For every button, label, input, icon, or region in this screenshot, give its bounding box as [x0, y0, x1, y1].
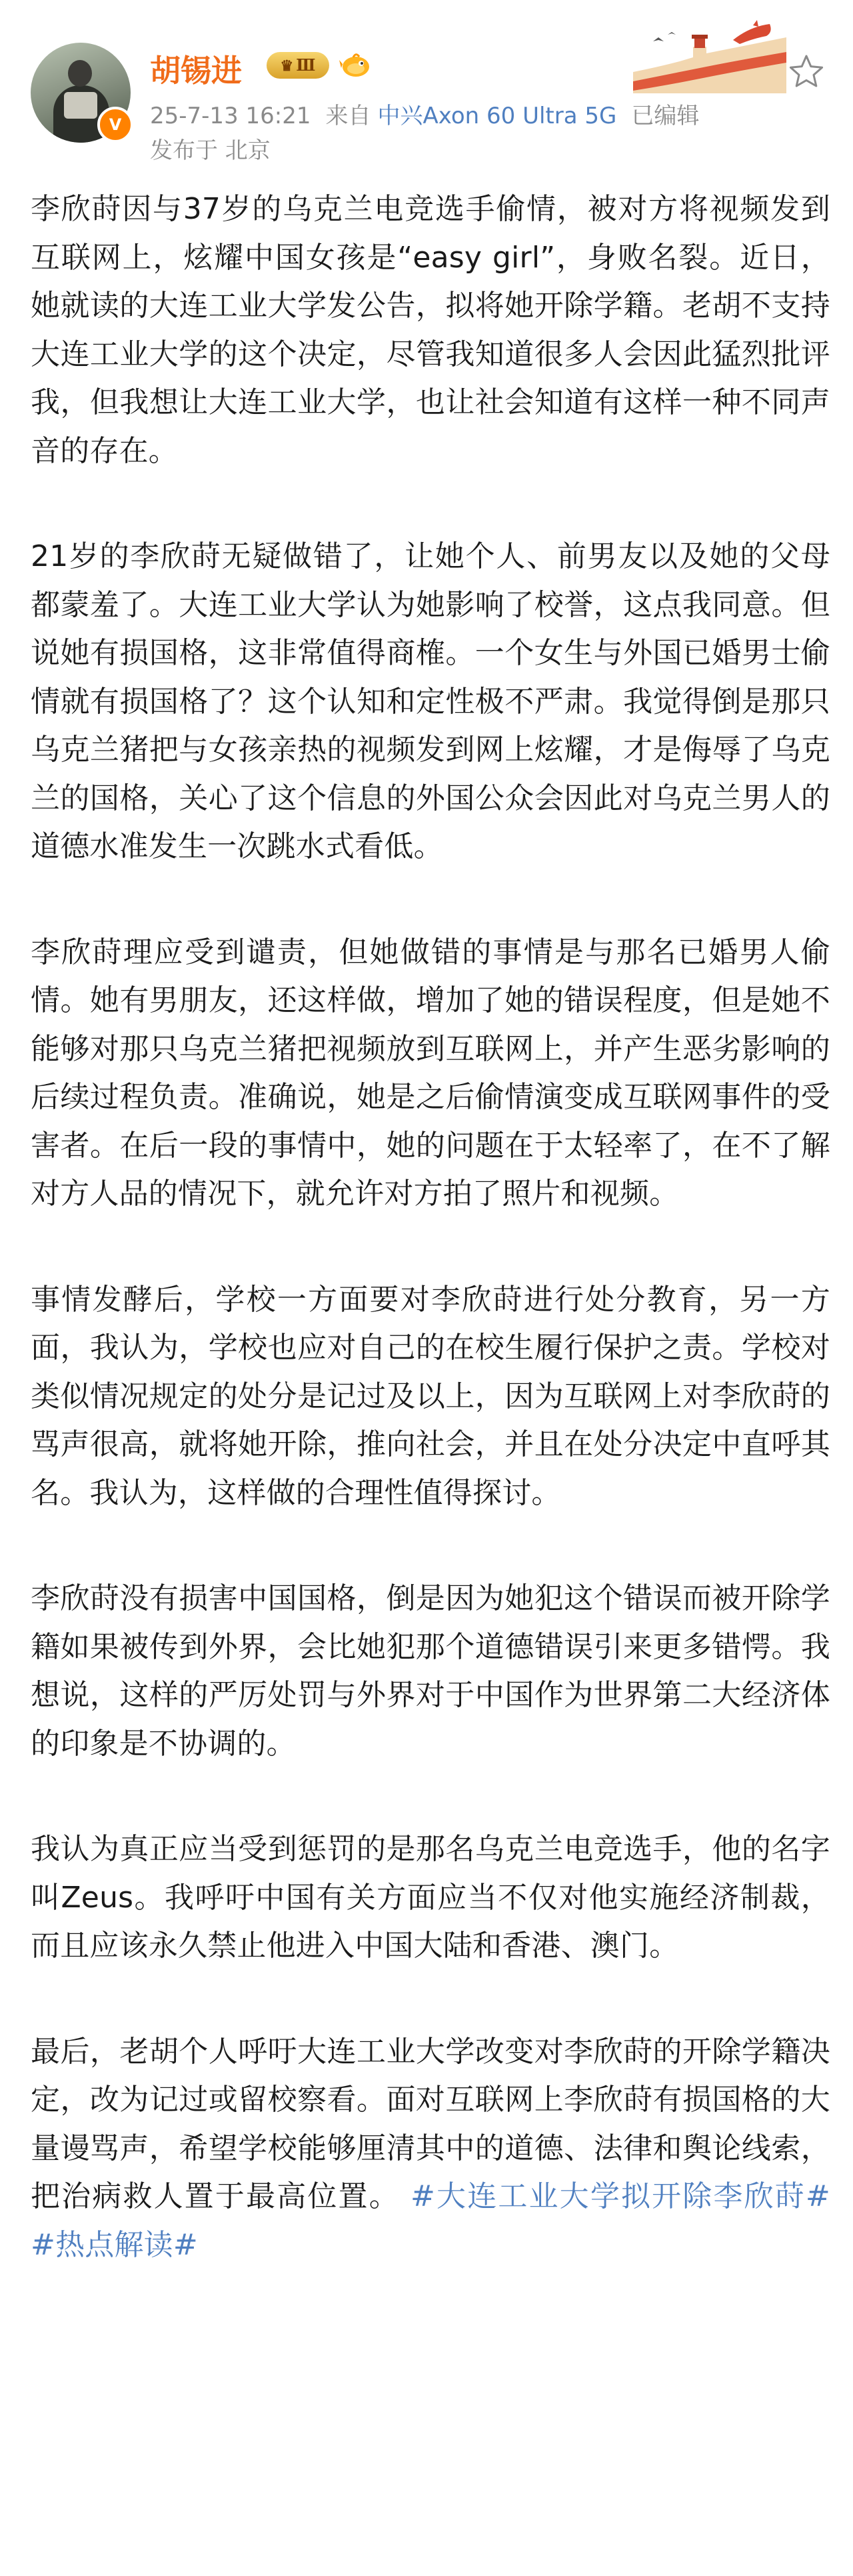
- avatar-figure-head: [68, 60, 92, 87]
- level-badge[interactable]: [267, 52, 329, 79]
- post-location: 发布于 北京: [150, 137, 271, 164]
- post-paragraph: 21岁的李欣莳无疑做错了，让她个人、前男友以及她的父母都蒙羞了。大连工业大学认为她影响了校誉，这点我同意。但说她有损国格，这非常值得商榷。一个女生与外国已婚男士偷情就有损国格了？这个认知和定性极不严肃。我觉得倒是那只乌克兰猪把与女孩亲热的视频发到网上炫耀，才是侮辱了乌克兰的国格，关心了这个信息的外国公众会因此对乌克兰男人的道德水准发生一次跳水式看低。: [31, 539, 830, 863]
- post-body: [31, 185, 830, 2269]
- post-header: [0, 0, 853, 173]
- post-meta: [150, 97, 699, 130]
- post-paragraph-text: 最后，老胡个人呼吁大连工业大学改变对李欣莳的开除学籍决定，改为记过或留校察看。面对互联网上李欣莳有损国格的大量谩骂声，希望学校能够厘清其中的道德、法律和舆论线索，把治病救人置于最高位置。: [31, 2034, 830, 2213]
- great-wall-decoration: [633, 20, 786, 93]
- hashtag-link[interactable]: #热点解读#: [31, 2227, 198, 2262]
- source-prefix: 来自: [325, 103, 371, 129]
- crown-icon: ♛: [280, 57, 294, 75]
- post-paragraph: 李欣莳没有损害中国国格，倒是因为她犯这个错误而被开除学籍如果被传到外界，会比她犯那个道德错误引来更多错愕。我想说，这样的严厉处罚与外界对于中国作为世界第二大经济体的印象是不协调的。: [31, 1581, 830, 1761]
- author-name[interactable]: 胡锡进: [150, 53, 242, 89]
- fan-badge-icon[interactable]: [339, 51, 372, 80]
- post-paragraph-final: [31, 2028, 830, 2270]
- source-device-link[interactable]: 中兴Axon 60 Ultra 5G: [377, 103, 617, 129]
- post-paragraph: 事情发酵后，学校一方面要对李欣莳进行处分教育，另一方面，我认为，学校也应对自己的在校生履行保护之责。学校对类似情况规定的处分是记过及以上，因为互联网上对李欣莳的骂声很高，就将她开除，推向社会，并且在处分决定中直呼其名。我认为，这样做的合理性值得探讨。: [31, 1282, 830, 1510]
- level-badge-label: Ⅲ: [296, 55, 316, 75]
- edited-label[interactable]: 已编辑: [631, 103, 700, 129]
- post-paragraph: 我认为真正应当受到惩罚的是那名乌克兰电竞选手，他的名字叫Zeus。我呼吁中国有关方面应当不仅对他实施经济制裁，而且应该永久禁止他进入中国大陆和香港、澳门。: [31, 1832, 830, 1963]
- hashtag-link[interactable]: #大连工业大学拟开除李欣莳#: [411, 2179, 830, 2213]
- avatar-figure-shirt: [64, 92, 97, 119]
- post-paragraph: 李欣莳理应受到谴责，但她做错的事情是与那名已婚男人偷情。她有男朋友，还这样做，增加了她的错误程度，但是她不能够对那只乌克兰猪把视频放到互联网上，并产生恶劣影响的后续过程负责。准确说，她是之后偷情演变成互联网事件的受害者。在后一段的事情中，她的问题在于太轻率了，在不了解对方人品的情况下，就允许对方拍了照片和视频。: [31, 935, 830, 1211]
- post-paragraph: 李欣莳因与37岁的乌克兰电竞选手偷情，被对方将视频发到互联网上，炫耀中国女孩是“easy girl”，身败名裂。近日，她就读的大连工业大学发公告，拟将她开除学籍。老胡不支持大连工业大学的这个决定，尽管我知道很多人会因此猛烈批评我，但我想让大连工业大学，也让社会知道有这样一种不同声音的存在。: [31, 192, 830, 468]
- verified-badge-icon: V: [97, 107, 133, 143]
- favorite-star-icon[interactable]: [786, 52, 826, 92]
- post-timestamp: 25-7-13 16:21: [150, 103, 311, 129]
